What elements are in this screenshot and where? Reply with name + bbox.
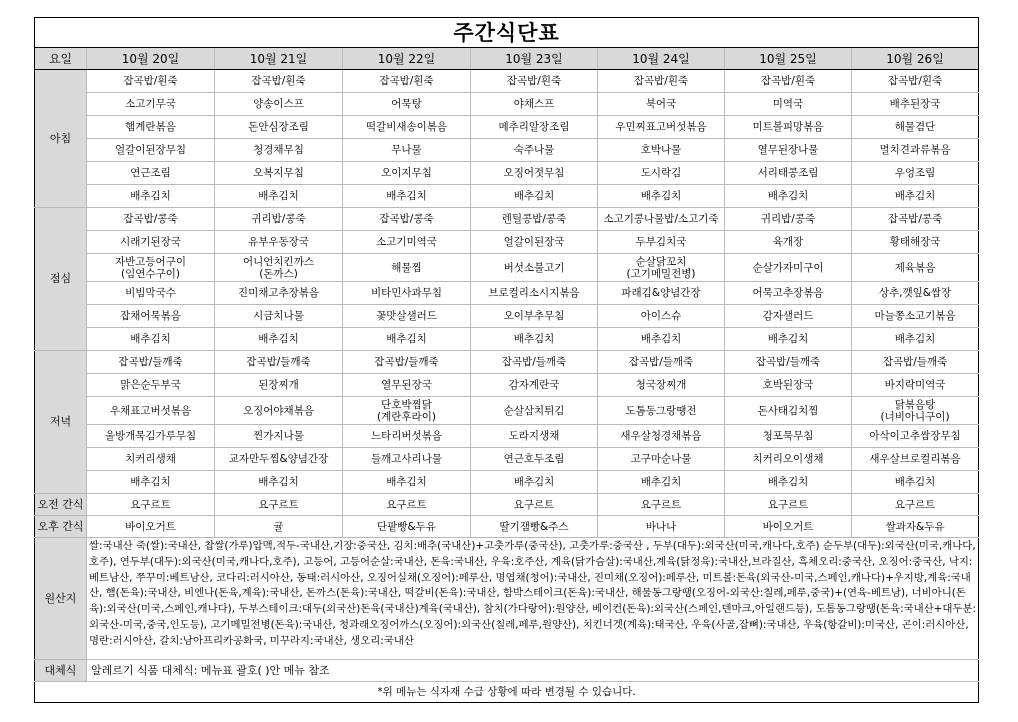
menu-cell: 잡곡밥/콩죽 <box>852 208 979 231</box>
note-row <box>35 682 979 703</box>
snack-cell: 요구르트 <box>598 494 725 516</box>
menu-cell: 돈사태김치찜 <box>725 397 852 425</box>
menu-cell: 도시락김 <box>598 162 725 185</box>
menu-cell: 잡곡밥/흰죽 <box>471 70 598 93</box>
substitute-text: 알레르기 식품 대체식: 메뉴표 괄호( )안 메뉴 참조 <box>87 660 979 682</box>
menu-cell: 어묵고추장볶음 <box>725 282 852 305</box>
snack-label: 오후 간식 <box>35 516 87 538</box>
menu-cell: 잡곡밥/흰죽 <box>598 70 725 93</box>
menu-cell: 잡곡밥/들깨죽 <box>215 351 343 374</box>
menu-cell: 배추김치 <box>87 471 215 494</box>
menu-item-line: 단호박찜닭 <box>381 398 432 411</box>
menu-cell: 미역국 <box>725 93 852 116</box>
menu-cell: 우민찌표고버섯볶음 <box>598 116 725 139</box>
menu-cell: 얼갈이된장국 <box>471 231 598 254</box>
menu-cell: 꽃맛살샐러드 <box>343 305 471 328</box>
menu-cell: 잡곡밥/흰죽 <box>215 70 343 93</box>
menu-cell: 두부김치국 <box>598 231 725 254</box>
menu-row <box>35 70 979 93</box>
menu-cell: 유부우동장국 <box>215 231 343 254</box>
menu-cell: 야채스프 <box>471 93 598 116</box>
menu-row <box>35 231 979 254</box>
menu-row <box>35 116 979 139</box>
menu-cell: 감자샐러드 <box>725 305 852 328</box>
menu-cell: 새우살청경채볶음 <box>598 425 725 448</box>
menu-cell: 연근조림 <box>87 162 215 185</box>
menu-cell: 잡곡밥/들깨죽 <box>343 351 471 374</box>
menu-row <box>35 374 979 397</box>
menu-cell: 햄계란볶음 <box>87 116 215 139</box>
menu-cell: 잡곡밥/콩죽 <box>87 208 215 231</box>
menu-cell: 배추김치 <box>725 328 852 351</box>
menu-row <box>35 93 979 116</box>
menu-cell: 메추리알장조림 <box>471 116 598 139</box>
snack-cell: 바이오거트 <box>87 516 215 538</box>
menu-cell: 어묵탕 <box>343 93 471 116</box>
menu-cell: 배추김치 <box>215 471 343 494</box>
menu-cell: 배추김치 <box>343 185 471 208</box>
menu-cell: 배추김치 <box>852 471 979 494</box>
menu-row <box>35 305 979 328</box>
menu-cell <box>598 254 725 282</box>
origin-row <box>35 538 979 660</box>
menu-cell: 호박나물 <box>598 139 725 162</box>
menu-row <box>35 162 979 185</box>
menu-row <box>35 254 979 282</box>
menu-cell: 치커리오이생채 <box>725 448 852 471</box>
menu-cell: 황태해장국 <box>852 231 979 254</box>
menu-cell: 오이부추무침 <box>471 305 598 328</box>
meal-label: 아침 <box>35 70 87 208</box>
menu-cell: 무나물 <box>343 139 471 162</box>
menu-cell: 잡곡밥/흰죽 <box>852 70 979 93</box>
menu-cell: 해물찜 <box>343 254 471 282</box>
origin-text: 쌀:국내산 죽(쌀):국내산, 찹쌀(가루)압맥,적두-국내산,기장:중국산, 김치:배추(국내산)+고춧가루(중국산), 고춧가루:중국산 , 두부(대두):외국산(미국,캐나다,호주) 순두부(대두):외국산(미국,캐나다,호주), 연두부(대두):외국산(미국,캐나다,호주), 고등어, 고등어순살:국내산, 돈육:국내산, 우육:호주산, 계육(닭가슴살):국내산,계육(닭정육):국내산,브라질산, 흑체오리:중국산, 오징어:중국산, 낙지:베트남산, 쭈꾸미:베트남산, 코다리:러시아산, 동태:러시아산, 오징어실채(오징어):페루산, 명엽채(청어):국내산, 진미채(오징어):페루산, 미트볼:돈육(외국산-미국,스페인,캐나다)+우지방,계육:국내산, 햄(돈육):국내산, 비엔나(돈육,계육):국내산, 돈까스(돈육):국내산, 떡갈비(돈육):국내산, 함박스테이크(돈육):국내산, 해물동그랑땡(오징어-외국산:칠레,페루,중국)+(연육-베트남), 너비아니(돈육):외국산(미국,스페인,캐나다), 두부스테이크:대두(외국산)돈육(국내산)계육(국내산), 참치(가다랑어):원양산, 베이컨(돈육):외국산(스페인,덴마크,아일랜드등), 도톰동그랑땡(돈육:국내산+대두분:외국산-미국,중국,인도등), 고기메밀전병(돈육):국내산, 청과래오징어까스(오징어):외국산(칠레,페루,원양산), 치킨너겟(계육):태국산, 우육(사골,잡뼈):국내산, 우육(항갈비):미국산, 곤이:러시아산, 명란:러시아산, 갈치:남아프리카공화국, 미꾸라지:국내산, 생오리:국내산 <box>87 538 979 660</box>
menu-cell: 배추김치 <box>725 185 852 208</box>
menu-cell: 바지락미역국 <box>852 374 979 397</box>
snack-row <box>35 494 979 516</box>
menu-cell: 청경채무침 <box>215 139 343 162</box>
menu-cell: 우채표고버섯볶음 <box>87 397 215 425</box>
snack-cell: 요구르트 <box>87 494 215 516</box>
menu-cell: 파래김&양념간장 <box>598 282 725 305</box>
menu-row <box>35 397 979 425</box>
menu-cell: 교자만두찜&양념간장 <box>215 448 343 471</box>
menu-cell: 오징어젓무침 <box>471 162 598 185</box>
menu-item-line: 어니언치킨까스 <box>242 255 314 268</box>
snack-cell: 딸기잼빵&주스 <box>471 516 598 538</box>
menu-cell: 배추김치 <box>598 471 725 494</box>
menu-cell: 잡곡밥/들깨죽 <box>87 351 215 374</box>
menu-cell: 배추김치 <box>725 471 852 494</box>
menu-item-line: 자반고등어구이 <box>114 255 186 268</box>
menu-cell: 배추김치 <box>215 328 343 351</box>
menu-cell: 맑은순두부국 <box>87 374 215 397</box>
menu-cell: 떡갈비새송이볶음 <box>343 116 471 139</box>
menu-cell: 연근호두조림 <box>471 448 598 471</box>
menu-cell <box>215 254 343 282</box>
snack-label: 오전 간식 <box>35 494 87 516</box>
menu-cell: 렌틸콩밥/콩죽 <box>471 208 598 231</box>
snack-cell: 요구르트 <box>852 494 979 516</box>
menu-cell: 우엉조림 <box>852 162 979 185</box>
menu-cell: 해물겸단 <box>852 116 979 139</box>
menu-item-line: (돈까스) <box>259 267 298 280</box>
menu-cell: 멸치견과류볶음 <box>852 139 979 162</box>
substitute-row <box>35 660 979 682</box>
meal-label: 저녁 <box>35 351 87 494</box>
snack-cell: 요구르트 <box>215 494 343 516</box>
menu-cell: 마늘쫑소고기볶음 <box>852 305 979 328</box>
menu-cell: 진미채고추장볶음 <box>215 282 343 305</box>
menu-cell: 도톰동그랑땡전 <box>598 397 725 425</box>
weekly-menu-table <box>34 17 979 703</box>
snack-cell: 귤 <box>215 516 343 538</box>
menu-cell: 양송이스프 <box>215 93 343 116</box>
menu-cell: 배추김치 <box>598 185 725 208</box>
menu-item-line: (고기메밀전병) <box>626 267 696 280</box>
menu-item-line: 닭볶음탕 <box>894 398 936 411</box>
menu-row <box>35 185 979 208</box>
menu-cell: 배추김치 <box>471 471 598 494</box>
menu-cell: 청포묵무침 <box>725 425 852 448</box>
menu-cell: 비빔막국수 <box>87 282 215 305</box>
menu-cell: 순살가자미구이 <box>725 254 852 282</box>
menu-cell: 육개장 <box>725 231 852 254</box>
menu-cell: 잡곡밥/흰죽 <box>343 70 471 93</box>
menu-cell: 잡곡밥/흰죽 <box>87 70 215 93</box>
change-notice: *위 메뉴는 식자재 수급 상황에 따라 변경될 수 있습니다. <box>35 682 979 703</box>
menu-cell: 서리태콩조림 <box>725 162 852 185</box>
menu-cell: 잡곡밥/들깨죽 <box>598 351 725 374</box>
snack-row <box>35 516 979 538</box>
menu-cell: 오이지무침 <box>343 162 471 185</box>
menu-cell: 소고기콩나물밥/소고기죽 <box>598 208 725 231</box>
menu-cell: 시래기된장국 <box>87 231 215 254</box>
snack-cell: 바이오거트 <box>725 516 852 538</box>
menu-cell: 숙주나물 <box>471 139 598 162</box>
menu-cell: 잡곡밥/들깨죽 <box>852 351 979 374</box>
menu-row <box>35 208 979 231</box>
menu-row <box>35 282 979 305</box>
menu-cell <box>343 397 471 425</box>
menu-cell: 배추김치 <box>215 185 343 208</box>
snack-cell: 단팥빵&두유 <box>343 516 471 538</box>
day-header: 10월 20일 <box>87 48 215 70</box>
menu-cell: 브로컬리소시지볶음 <box>471 282 598 305</box>
menu-row <box>35 448 979 471</box>
menu-cell: 잡곡밥/콩죽 <box>343 208 471 231</box>
menu-cell: 순살삼치튀김 <box>471 397 598 425</box>
day-header: 10월 26일 <box>852 48 979 70</box>
menu-cell <box>852 397 979 425</box>
menu-item-line: (임연수구이) <box>121 267 180 280</box>
day-column-label: 요일 <box>35 48 87 70</box>
menu-cell: 찐가지나물 <box>215 425 343 448</box>
menu-cell: 새우살브로컬리볶음 <box>852 448 979 471</box>
menu-cell: 들깨고사리나물 <box>343 448 471 471</box>
menu-cell: 배추김치 <box>852 185 979 208</box>
menu-cell: 비타민사과무침 <box>343 282 471 305</box>
snack-cell: 요구르트 <box>471 494 598 516</box>
menu-cell: 아이스슈 <box>598 305 725 328</box>
menu-cell <box>87 254 215 282</box>
day-header: 10월 24일 <box>598 48 725 70</box>
menu-cell: 귀리밥/콩죽 <box>215 208 343 231</box>
menu-cell: 고구마순나물 <box>598 448 725 471</box>
menu-cell: 배추된장국 <box>852 93 979 116</box>
menu-cell: 배추김치 <box>852 328 979 351</box>
menu-cell: 잡곡밥/들깨죽 <box>725 351 852 374</box>
snack-cell: 쌀과자&두유 <box>852 516 979 538</box>
menu-cell: 울방개묵김가루무침 <box>87 425 215 448</box>
menu-cell: 오복지무침 <box>215 162 343 185</box>
menu-cell: 배추김치 <box>343 471 471 494</box>
menu-cell: 열무된장나물 <box>725 139 852 162</box>
menu-cell: 치커리생채 <box>87 448 215 471</box>
menu-cell: 청국장찌개 <box>598 374 725 397</box>
menu-cell: 귀리밥/콩죽 <box>725 208 852 231</box>
origin-label: 원산지 <box>35 538 87 660</box>
menu-cell: 배추김치 <box>87 328 215 351</box>
menu-item-line: (계란후라이) <box>377 410 436 423</box>
menu-cell: 잡곡밥/들깨죽 <box>471 351 598 374</box>
menu-cell: 느타리버섯볶음 <box>343 425 471 448</box>
menu-item-line: (너비아니구이) <box>880 410 950 423</box>
menu-cell: 감자계란국 <box>471 374 598 397</box>
menu-cell: 도라지생채 <box>471 425 598 448</box>
menu-cell: 제육볶음 <box>852 254 979 282</box>
menu-cell: 오징어야채볶음 <box>215 397 343 425</box>
menu-cell: 배추김치 <box>87 185 215 208</box>
menu-row <box>35 328 979 351</box>
day-header-row <box>35 48 979 70</box>
menu-cell: 된장찌개 <box>215 374 343 397</box>
menu-cell: 미트볼피망볶음 <box>725 116 852 139</box>
menu-cell: 배추김치 <box>598 328 725 351</box>
menu-cell: 배추김치 <box>343 328 471 351</box>
snack-cell: 바나나 <box>598 516 725 538</box>
menu-cell: 시금치나물 <box>215 305 343 328</box>
page-title: 주간식단표 <box>35 18 979 48</box>
menu-cell: 얼갈이된장무침 <box>87 139 215 162</box>
menu-cell: 북어국 <box>598 93 725 116</box>
menu-cell: 배추김치 <box>471 328 598 351</box>
menu-cell: 잡곡밥/흰죽 <box>725 70 852 93</box>
menu-cell: 잡채어묵볶음 <box>87 305 215 328</box>
snack-cell: 요구르트 <box>725 494 852 516</box>
menu-row <box>35 351 979 374</box>
menu-cell: 소고기무국 <box>87 93 215 116</box>
menu-cell: 버섯소불고기 <box>471 254 598 282</box>
menu-row <box>35 471 979 494</box>
day-header: 10월 23일 <box>471 48 598 70</box>
snack-cell: 요구르트 <box>343 494 471 516</box>
menu-cell: 상추,깻잎&쌈장 <box>852 282 979 305</box>
menu-item-line: 순살닭꼬치 <box>635 255 687 268</box>
menu-cell: 아삭이고추쌈장무침 <box>852 425 979 448</box>
menu-cell: 소고기미역국 <box>343 231 471 254</box>
day-header: 10월 25일 <box>725 48 852 70</box>
menu-cell: 배추김치 <box>471 185 598 208</box>
day-header: 10월 22일 <box>343 48 471 70</box>
menu-cell: 돈안심장조림 <box>215 116 343 139</box>
day-header: 10월 21일 <box>215 48 343 70</box>
menu-cell: 열무된장국 <box>343 374 471 397</box>
substitute-label: 대체식 <box>35 660 87 682</box>
menu-cell: 호박된장국 <box>725 374 852 397</box>
menu-row <box>35 425 979 448</box>
menu-row <box>35 139 979 162</box>
meal-label: 점심 <box>35 208 87 351</box>
